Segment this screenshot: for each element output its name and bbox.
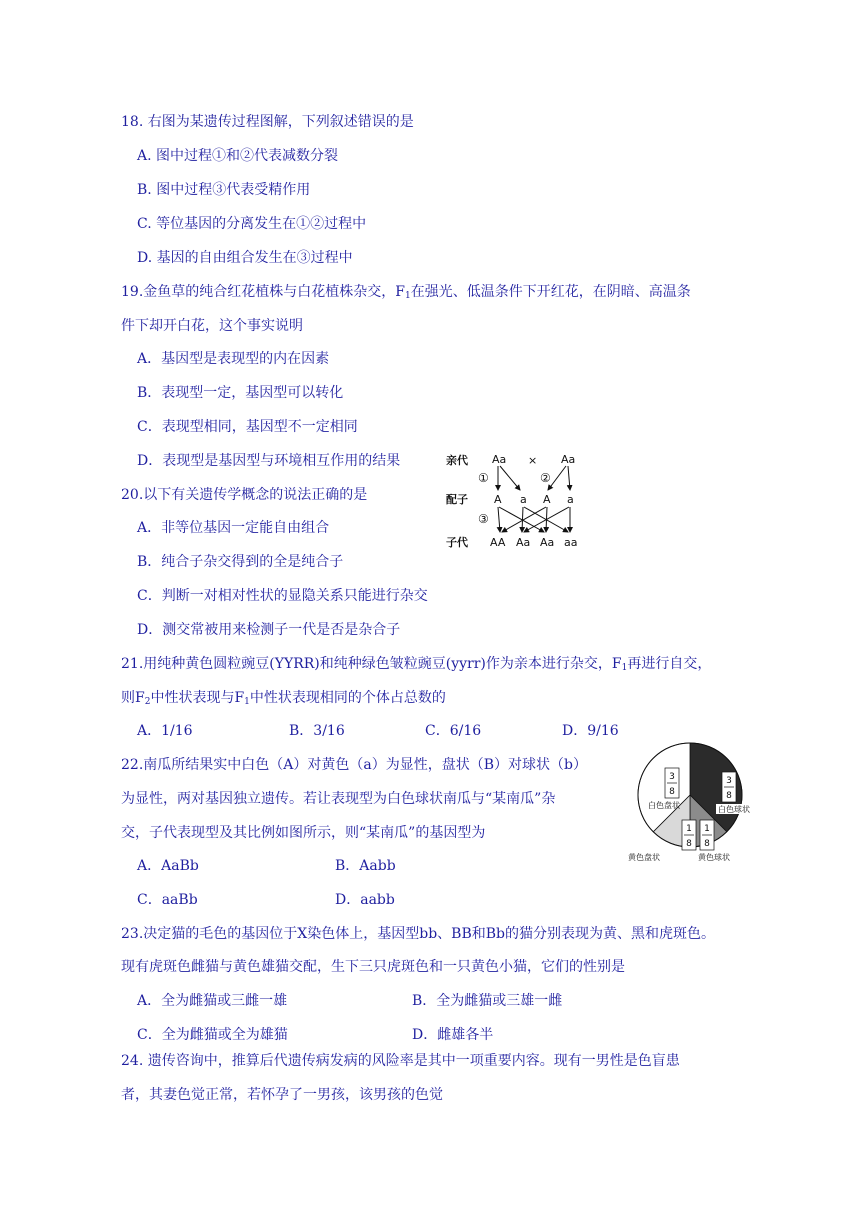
- slice-4-den: 8: [686, 839, 692, 849]
- q20-option-b: B．纯合子杂交得到的全是纯合子: [137, 554, 344, 570]
- q22-option-c: C．aaBb: [137, 892, 198, 908]
- q23-option-c: C．全为雌猫或全为雄猫: [137, 1027, 288, 1043]
- q18-stem: 18. 右图为某遗传过程图解，下列叙述错误的是: [121, 114, 414, 130]
- slice-4-label: 黄色盘状: [628, 853, 660, 862]
- offspring-2: Aa: [516, 536, 531, 549]
- q21-subscript: 2: [144, 697, 151, 707]
- q23-option-d: D．雌雄各半: [412, 1027, 494, 1043]
- q21-stem-line1: [121, 655, 711, 677]
- q23-option-a: A．全为雌猫或三雌一雄: [137, 993, 288, 1009]
- q18-option-a: A. 图中过程①和②代表减数分裂: [137, 148, 339, 164]
- row-label-gamete: 配子: [446, 493, 468, 506]
- slice-3-num: 1: [704, 824, 710, 834]
- q21-subscript: 1: [244, 697, 250, 707]
- q21-subscript: 1: [621, 663, 628, 673]
- q20-option-c: C．判断一对相对性状的显隐关系只能进行杂交: [137, 588, 428, 604]
- q23-stem-line1: 23.决定猫的毛色的基因位于X染色体上，基因型bb、BB和Bb的猫分别表现为黄、黑和虎斑色。: [121, 926, 715, 942]
- q18-option-b: B. 图中过程③代表受精作用: [137, 182, 311, 198]
- q23-stem-line2: 现有虎斑色雌猫与黄色雄猫交配，生下三只虎斑色和一只黄色小猫，它们的性别是: [121, 959, 625, 975]
- slice-1-label: 白色盘状: [648, 801, 680, 810]
- q20-option-a: A．非等位基因一定能自由组合: [137, 520, 330, 536]
- q21-option-d: D．9/16: [562, 723, 619, 739]
- step-2-label: ②: [540, 471, 551, 485]
- q19-stem-line1: [121, 283, 691, 305]
- q19-option-a: A．基因型是表现型的内在因素: [137, 351, 330, 367]
- q21-stem-part: 中性状表现与F: [150, 690, 245, 706]
- q23-option-b: B．全为雌猫或三雄一雌: [412, 993, 563, 1009]
- q19-subscript: 1: [404, 291, 411, 301]
- q22-option-a: A．AaBb: [137, 858, 199, 874]
- q19-stem-part: 在强光、低温条件下开红花，在阴暗、高温条: [410, 284, 691, 300]
- offspring-3: Aa: [540, 536, 555, 549]
- q20-stem: 20.以下有关遗传学概念的说法正确的是: [121, 487, 368, 503]
- slice-2-label: 白色球状: [718, 805, 750, 814]
- q19-stem-line2: 件下却开白花，这个事实说明: [121, 318, 303, 334]
- genetic-cross-diagram: [442, 446, 592, 554]
- parent-2: Aa: [561, 453, 576, 466]
- step-1-label: ①: [478, 471, 489, 485]
- q22-stem-line3: 交，子代表现型及其比例如图所示，则“某南瓜”的基因型为: [121, 825, 486, 841]
- slice-3-den: 8: [704, 839, 710, 849]
- arrow-parent2-to-a: [568, 466, 570, 490]
- arrow-gamete-cross: [502, 507, 546, 532]
- slice-1-den: 8: [669, 787, 675, 797]
- q18-option-c: C. 等位基因的分离发生在①②过程中: [137, 216, 367, 232]
- q22-option-b: B．Aabb: [335, 858, 396, 874]
- parent-1: Aa: [492, 453, 507, 466]
- q19-option-b: B．表现型一定，基因型可以转化: [137, 385, 344, 401]
- gamete-1: A: [494, 493, 502, 506]
- arrow-gamete-cross: [522, 507, 523, 532]
- slice-2-den: 8: [726, 791, 732, 801]
- step-3-label: ③: [478, 512, 489, 526]
- q21-stem-part: 再进行自交，: [627, 656, 712, 672]
- arrow-parent1-to-a: [500, 466, 520, 490]
- q22-stem-line2: 为显性，两对基因独立遗传。若让表现型为白色球状南瓜与“某南瓜”杂: [121, 791, 556, 807]
- q22-option-d: D．aabb: [335, 892, 395, 908]
- arrow-gamete-cross: [499, 507, 544, 532]
- arrow-gamete-cross: [498, 507, 500, 532]
- q24-stem-line2: 者，其妻色觉正常，若怀孕了一男孩，该男孩的色觉: [121, 1087, 443, 1103]
- cross-sign: ×: [528, 454, 538, 467]
- q20-option-d: D．测交常被用来检测子一代是否是杂合子: [137, 622, 401, 638]
- q21-option-c: C．6/16: [425, 723, 482, 739]
- gamete-3: A: [543, 493, 551, 506]
- q21-stem-part: 21.用纯种黄色圆粒豌豆(YYRR)和纯种绿色皱粒豌豆(yyrr)作为亲本进行杂交，F: [121, 656, 622, 672]
- q19-stem-part: 19.金鱼草的纯合红花植株与白花植株杂交，F: [121, 284, 405, 300]
- q18-option-d: D. 基因的自由组合发生在③过程中: [137, 250, 353, 266]
- row-label-offspring: 子代: [446, 536, 468, 549]
- gamete-4: a: [567, 493, 574, 506]
- q21-stem-line2: [121, 689, 446, 711]
- q21-option-a: A．1/16: [137, 723, 193, 739]
- q21-option-b: B．3/16: [289, 723, 345, 739]
- offspring-1: AA: [490, 536, 506, 549]
- offspring-4: aa: [564, 536, 578, 549]
- slice-1-num: 3: [669, 772, 675, 782]
- slice-3-label: 黄色球状: [698, 853, 730, 862]
- q19-option-d: D．表现型是基因型与环境相互作用的结果: [137, 453, 401, 469]
- slice-2-num: 3: [726, 776, 732, 786]
- q21-stem-part: 中性状表现相同的个体占总数的: [249, 690, 446, 706]
- q21-stem-part: 则F: [121, 690, 145, 706]
- row-label-parent: 亲代: [446, 454, 468, 467]
- phenotype-pie-chart: [618, 742, 768, 866]
- gamete-2: a: [520, 493, 527, 506]
- slice-4-num: 1: [686, 824, 692, 834]
- q19-option-c: C．表现型相同，基因型不一定相同: [137, 419, 358, 435]
- q22-stem-line1: 22.南瓜所结果实中白色（A）对黄色（a）为显性，盘状（B）对球状（b）: [121, 757, 587, 773]
- q24-stem-line1: 24. 遗传咨询中，推算后代遗传病发病的风险率是其中一项重要内容。现有一男性是色盲患: [121, 1053, 680, 1069]
